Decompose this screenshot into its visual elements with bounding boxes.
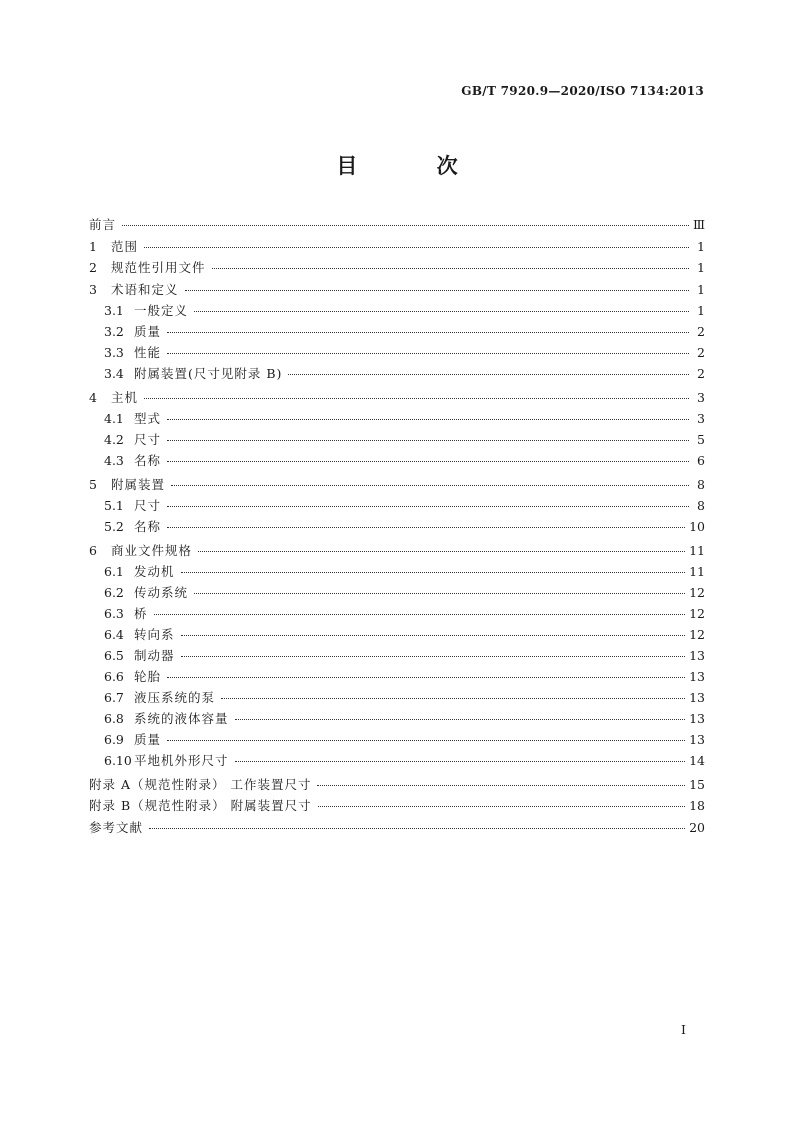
toc-entry[interactable] [89,495,705,516]
toc-entry-number: 4 [89,389,97,405]
toc-entry-label: 系统的液体容量 [134,711,229,726]
toc-entry[interactable] [89,645,705,666]
toc-entry-page: 2 [697,366,705,381]
toc-entry[interactable] [89,321,705,342]
toc-entry[interactable] [89,708,705,729]
toc-entry-page: 1 [697,238,705,254]
dot-leader [167,739,685,741]
toc-entry-label: 名称 [134,519,162,534]
toc-entry-page: 13 [689,669,705,684]
toc-entry-number: 3.2 [104,324,124,339]
toc-entry[interactable] [89,408,705,429]
toc-entry-label: 参考文献 [89,819,144,835]
toc-entry[interactable] [89,257,705,279]
toc-entry-number: 6.7 [104,690,124,705]
toc-entry-page: 13 [689,732,705,747]
dot-leader [167,526,685,528]
toc-entry-page: 2 [697,345,705,360]
dot-leader [167,505,689,507]
toc-entry-page: 1 [697,260,705,275]
toc-entry-page: 13 [689,711,705,726]
toc-entry[interactable] [89,279,705,301]
dot-leader [171,484,689,486]
toc-entry[interactable] [89,387,705,409]
dot-leader [167,460,689,462]
dot-leader [167,418,689,420]
dot-leader [198,550,685,552]
toc-entry-label: 附录 A（规范性附录） 工作装置尺寸 [89,776,312,792]
toc-entry-label: 附属装置 [111,476,166,492]
toc-entry-label: 前言 [89,217,117,232]
toc-entry-number: 6.5 [104,648,124,663]
toc-entry-number: 6.2 [104,585,124,600]
toc-entry-label: 尺寸 [134,498,162,513]
toc-entry[interactable] [89,817,705,839]
dot-leader [181,634,686,636]
dot-leader [144,397,689,399]
dot-leader [144,246,689,248]
toc-entry[interactable] [89,516,705,537]
dot-leader [167,676,685,678]
toc-entry-label: 质量 [134,732,162,747]
toc-entry-page: 15 [689,776,705,792]
dot-leader [235,760,686,762]
toc-entry-label: 术语和定义 [111,281,179,297]
toc-entry-label: 质量 [134,324,162,339]
toc-entry-label: 液压系统的泵 [134,690,216,705]
toc-entry-label: 轮胎 [134,669,162,684]
toc-entry-number: 4.3 [104,453,124,468]
toc-entry-label: 主机 [111,389,139,405]
toc-entry-label: 名称 [134,453,162,468]
toc-entry-page: 5 [697,432,705,447]
toc-entry-label: 范围 [111,238,139,254]
toc-entry-label: 制动器 [134,648,175,663]
toc-entry-page: 12 [689,606,705,621]
toc-entry-page: 13 [689,690,705,705]
table-of-contents [89,214,705,838]
toc-entry[interactable] [89,429,705,450]
toc-entry[interactable] [89,603,705,624]
toc-entry-number: 6.10 [104,753,132,768]
toc-entry-number: 2 [89,260,97,275]
dot-leader [185,289,689,291]
toc-entry-page: 2 [697,324,705,339]
toc-entry-number: 4.1 [104,411,124,426]
toc-entry-number: 3 [89,281,97,297]
toc-entry-page: 3 [697,389,705,405]
toc-entry-number: 5 [89,476,97,492]
toc-entry-label: 规范性引用文件 [111,260,206,275]
toc-entry[interactable] [89,540,705,562]
toc-entry-page: 8 [697,498,705,513]
toc-entry-label: 发动机 [134,564,175,579]
document-code: GB/T 7920.9—2020/ISO 7134:2013 [461,84,704,98]
dot-leader [221,697,685,699]
dot-leader [181,655,686,657]
toc-entry-page: 14 [689,753,705,768]
toc-entry[interactable] [89,474,705,496]
toc-entry[interactable] [89,236,705,258]
toc-entry-number: 6.9 [104,732,124,747]
toc-entry-page: 11 [689,542,705,558]
toc-entry-number: 5.2 [104,519,124,534]
toc-entry[interactable] [89,774,705,796]
toc-entry-label: 附录 B（规范性附录） 附属装置尺寸 [89,798,312,813]
toc-entry-label: 平地机外形尺寸 [134,753,229,768]
toc-entry[interactable] [89,561,705,582]
toc-entry-page: 10 [689,519,705,534]
toc-entry[interactable] [89,300,705,321]
toc-entry[interactable] [89,729,705,750]
toc-entry-number: 6.1 [104,564,124,579]
toc-entry[interactable] [89,687,705,708]
toc-entry-number: 5.1 [104,498,124,513]
dot-leader [122,224,689,226]
dot-leader [149,827,685,829]
toc-entry-label: 性能 [134,345,162,360]
dot-leader [154,613,686,615]
toc-entry-number: 3.3 [104,345,124,360]
toc-entry-page: 13 [689,648,705,663]
toc-entry[interactable] [89,363,705,384]
toc-entry-label: 一般定义 [134,303,189,318]
toc-entry-label: 转向系 [134,627,175,642]
toc-entry-page: 12 [689,585,705,600]
toc-entry-number: 3.4 [104,366,124,381]
toc-entry[interactable] [89,624,705,645]
toc-entry-number: 3.1 [104,303,124,318]
dot-leader [318,805,685,807]
toc-entry-number: 4.2 [104,432,124,447]
toc-entry-page: 18 [689,798,705,813]
toc-entry-page: 1 [697,281,705,297]
dot-leader [167,331,689,333]
toc-entry-label: 传动系统 [134,585,189,600]
page-number: I [681,1022,686,1037]
toc-entry-number: 6.8 [104,711,124,726]
toc-entry[interactable] [89,750,705,771]
toc-entry-number: 6.6 [104,669,124,684]
toc-entry[interactable] [89,582,705,603]
toc-entry-page: 11 [689,564,705,579]
toc-entry-page: 6 [697,453,705,468]
toc-entry-number: 6.4 [104,627,124,642]
toc-entry-label: 型式 [134,411,162,426]
toc-entry-page: Ⅲ [692,217,705,232]
toc-entry-page: 3 [697,411,705,426]
toc-title: 目 次 [336,153,494,178]
toc-entry-label: 商业文件规格 [111,542,193,558]
toc-entry[interactable] [89,450,705,471]
dot-leader [194,592,685,594]
toc-entry-label: 附属装置(尺寸见附录 B) [134,366,283,381]
dot-leader [288,373,689,375]
dot-leader [317,784,685,786]
toc-entry[interactable] [89,214,705,236]
toc-entry-label: 尺寸 [134,432,162,447]
toc-entry-page: 8 [697,476,705,492]
dot-leader [167,352,689,354]
dot-leader [235,718,686,720]
toc-entry[interactable] [89,342,705,363]
dot-leader [194,310,689,312]
toc-entry-number: 1 [89,238,97,254]
dot-leader [181,571,686,573]
toc-entry-page: 20 [689,819,705,835]
dot-leader [212,267,689,269]
toc-entry-page: 1 [697,303,705,318]
dot-leader [167,439,689,441]
toc-entry-number: 6.3 [104,606,124,621]
toc-entry-page: 12 [689,627,705,642]
toc-entry-number: 6 [89,542,97,558]
toc-entry[interactable] [89,666,705,687]
toc-entry-label: 桥 [134,606,148,621]
toc-entry[interactable] [89,795,705,817]
